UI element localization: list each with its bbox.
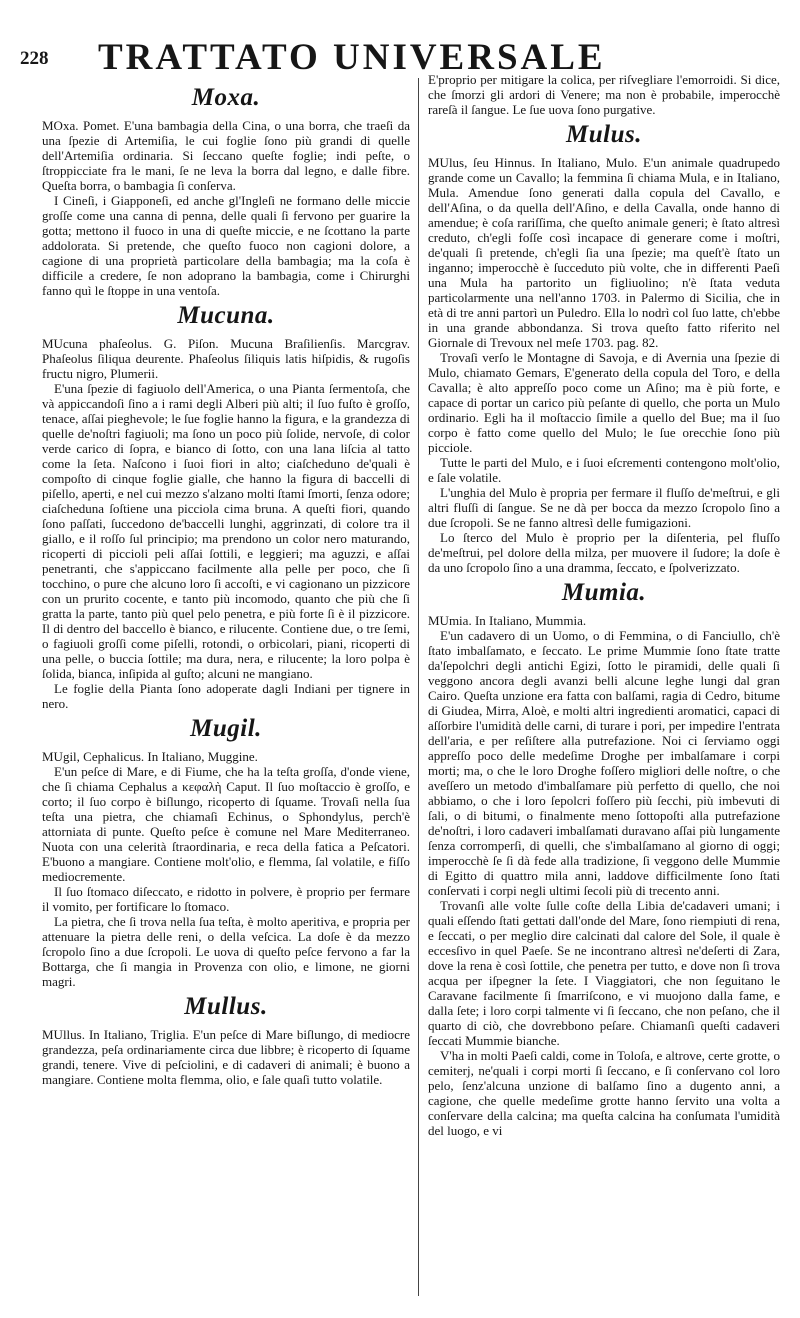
entry-paragraph: Trovanſi alle volte ſulle coſte della Libia de'cadaveri umani; i quali eſſendo ſtati gettati dall'onde del Mare, ſono riempiuti di rena, e ſeccati, o per meglio dire calcinati dal calore del Sole, il quale è eccesſivo in quel Paeſe. Se ne incontrano altresì ne'deſerti di Zara, dove la rena è così ſottile, che penetra per tutto, e dove non ſi trova acqua per iſpegner la ſete. I Viaggiatori, che non ſeguitano le Caravane facilmente ſi ſmarriſcono, e vi muojono dalla fame, e dalla ſete; i loro corpi talmente vi ſi ſeccano, che non peſano, che il quarto di ciò, che dovrebbono peſare. Chiamanſi queſti cadaveri ſeccati Mummie bianche. [428, 898, 780, 1048]
page-number: 228 [20, 48, 49, 69]
entry-paragraph: Il ſuo ſtomaco diſeccato, e ridotto in polvere, è proprio per fermare il vomito, per fortificare lo ſtomaco. [42, 884, 410, 914]
column-divider [418, 78, 419, 1296]
dictionary-entry [428, 121, 780, 575]
entry-paragraph: MUllus. In Italiano, Triglia. E'un peſce di Mare biſlungo, di mediocre grandezza, peſa ordinariamente circa due libbre; è ricoperto di ſquame grandi, tenere. Vive di peſciolini, e di cadaveri di animali; è buono a mangiare. Contiene molta flemma, olio, e ſale quaſi tutto volatile. [42, 1027, 410, 1087]
entry-paragraph: E'proprio per mitigare la colica, per riſvegliare l'emorroidi. Si dice, che ſmorzi gli ardori di Venere; ma non è probabile, imperocchè rareſà il ſangue. Le ſue uova ſono purgative. [428, 72, 780, 117]
entry-paragraph: E'una ſpezie di fagiuolo dell'America, o una Pianta ſermentoſa, che và appiccandoſi ſino a i rami degli Alberi più alti; il ſuo fuſto è groſſo, tenace, aſſai pieghevole; le ſue foglie hanno la figura, e la grandezza di quelle de'noſtri fagiuoli; ma ſono un poco più ſolide, nervoſe, di color verde carico di ſopra, e bianco di ſotto, con una lana liſcia al tatto come la ſeta. Naſcono i ſuoi fiori in alto; ciaſcheduno de'quali è compoſto di cinque foglie gialle, che hanno la figura di baccelli di piſello, aperti, e nel cui mezzo s'alzano molti ſtami ſmorti, ſenza odore; ciaſcheduna ſoſtiene una picciola cima bruna. A queſti fiori, quando ſono paſſati, ſuccedono de'baccelli lunghi, aggrinzati, di colore tra il giallo, e il roſſo ſul principio; ma prendono un color nero maturando, ricoperti di piccioli peli aſſai ſottili, e leggieri; ma aguzzi, e aſſai penetranti, che s'appiccano facilmente alla pelle per poco, che ſi tocchino, o pure che alcuno loro ſi accoſti, e vi cagionano un pizzicore con un prurito cocente, e tanto più incomodo, quanto che più che ſi gratta la parte, tanto più quel pelo penetra, e più forte ſi è il pizzicore. Il di dentro del baccello è bianco, e rilucente. Contiene due, o tre ſemi, o fagiuoli groſſi come piſelli, rotondi, o orbicolari, piani, ricoperti di una pelle, o buccia ſottile; ma dura, nera, e rilucente; la loro polpa è ſolida, bianca, inſipida al guſto; alcuni ne mangiano. [42, 381, 410, 681]
dictionary-entry [428, 579, 780, 1138]
entry-paragraph: E'un cadavero di un Uomo, o di Femmina, o di Fanciullo, ch'è ſtato imbalſamato, e ſeccato. Le prime Mummie ſono ſtate tratte da'ſepolchri degli antichi Egizi, ſotto le piramidi, delle quali ſi veggono ancora degli avanzi belli alcune leghe lungi dal gran Cairo. Queſta unzione era fatta con balſami, ragia di Cedro, bitume di Giudea, Mirra, Aloè, e molti altri ingredienti aromatici, capaci di aſſorbire l'umidità delle carni, di turare i pori, per impedire l'entrata dell'aria, e per reſiſtere alla putrefazione. Noi ci ſerviamo oggi appreſſo poco delle medeſime Droghe per imbalſamare i corpi morti; ma, o che le loro Droghe foſſero migliori delle noſtre, o che aveſſero un metodo d'imbalſamare più perfetto di quello, che noi abbiamo, o che i loro ſepolcri foſſero più ſecchi, più imbevuti di ſali, o di bitumi, o finalmente meno ſottopoſti alla putrefazione de'noſtri, i loro cadaveri imbalſamati duravano aſſai più lungamente ſenza corromperſi, di quelli, che s'imbalſamano al giorno di oggi; imperocchè ſe ſi dà fede alla tradizione, ſi veggono delle Mummie di Egitto di quattro mila anni, laddove difficilmente ſono ſtati conſervati i corpi negli ultimi ſecoli più di trecento anni. [428, 628, 780, 898]
entry-paragraph: MUmia. In Italiano, Mummia. [428, 613, 587, 628]
entry-paragraph: V'ha in molti Paeſi caldi, come in Toloſa, e altrove, certe grotte, o cemiterj, ne'quali i corpi morti ſi ſeccano, e ſi conſervano col loro pelo, ſenz'alcuna unzione di balſamo ſino a dugento anni, a cagione, che quelle medeſime grotte hanno ſervito una volta a conſervare della calcina; ma queſta calcina ha conſumata l'umidità del luogo, e vi [428, 1048, 780, 1138]
entry-paragraph: Tutte le parti del Mulo, e i ſuoi eſcrementi contengono molt'olio, e ſale volatile. [428, 455, 780, 485]
entry-paragraph: Lo ſterco del Mulo è proprio per la diſenteria, pel fluſſo de'meſtrui, pel dolore della milza, per muovere il ſudore; la doſe è da uno ſcropolo ſino a una dramma, ſeccato, e ſpolverizzato. [428, 530, 780, 575]
left-column [42, 80, 410, 1290]
entry-paragraph: E'un peſce di Mare, e di Fiume, che ha la teſta groſſa, d'onde viene, che ſi chiama Cephalus a κεφαλὴ Caput. Il ſuo moſtaccio è groſſo, e corto; il ſuo corpo è biſlungo, ricoperto di ſquame. Trovaſi nella ſua teſta una pietra, che chiamaſi Echinus, o Sphondylus, perch'è attorniata di punte. Queſto peſce è comune nel Mare Mediterraneo. Nuota con una celerità ſtraordinaria, e reca della fatica a Peſcatori. E'buono a mangiare. Contiene molt'olio, e flemma, ſal volatile, e fiſſo mediocremente. [42, 764, 410, 884]
entry-paragraph: MUcuna phaſeolus. G. Piſon. Mucuna Braſilienſis. Marcgrav. Phaſeolus ſiliqua deurente. Phaſeolus ſiliquis latis hiſpidis, & rugoſis fructu nigro, Plumerii. [42, 336, 410, 381]
dictionary-entry [42, 715, 410, 989]
dictionary-entry [428, 72, 780, 117]
entry-paragraph: MUgil, Cephalicus. In Italiano, Muggine. [42, 749, 258, 764]
entry-heading: Mumia. [561, 579, 647, 606]
entry-paragraph: Trovaſi verſo le Montagne di Savoja, e di Avernia una ſpezie di Mulo, chiamato Gemars, E'generato della copula del Toro, e della Cavalla; è alto appreſſo poco come un Aſino; ma è più forte, e capace di portar un carico più peſante di quello, che porta un Mulo ordinario. Egli ha il moſtaccio ſimile a quello del Bue; ma il ſuo corpo è fatto come quello del Mulo; le ſue orecchie ſono più picciole. [428, 350, 780, 455]
entry-heading: Moxa. [191, 84, 261, 111]
running-title: TRATTATO UNIVERSALE [98, 37, 606, 78]
entry-heading: Mulus. [566, 121, 642, 148]
entry-heading: Mugil. [190, 715, 262, 742]
entry-paragraph: I Cineſi, i Giapponeſi, ed anche gl'Ingleſi ne formano delle miccie groſſe come una canna di penna, delle quali ſi fervono per guarire la gotta; mettono il fuoco in una di queſte miccie, e ne ſcottano la parte addolorata. Si pretende, che queſto fuoco non cagioni dolore, a cagione di una proprietà particolare della bambagia; ma la coſa è difficile a credere, ſe non adoprano la bambagia, come i Chirurghi fanno quì le ſtoppe in una ventoſa. [42, 193, 410, 298]
entry-heading: Mullus. [184, 993, 268, 1020]
entry-paragraph: MUlus, ſeu Hinnus. In Italiano, Mulo. E'un animale quadrupedo grande come un Cavallo; la femmina ſi chiama Mula, e in Italiano, Mula. Amendue ſono generati dalla copula del Cavallo, e dell'Aſina, o da quella dell'Aſino, e della Cavalla, onde hanno di amendue; è coſa rariſſima, che queſto animale generi; è ſtato altresì creduto, ch'egli foſſe così incapace di generare come i moſtri, de'quali ſi pretende, ch'egli ſia una ſpezie; ma queſt'è ſtato un inganno; imperocchè è ſucceduto più volte, che in differenti Paeſi una Mula ha partorito un figliuolino; n'è ſtata veduta particolarmente una nell'anno 1703. in Palermo di Sicilia, che in età di tre anni partorì un Puledro. Ella lo nodrì col ſuo latte, ch'ebbe in una grande abbondanza. Si trova queſto fatto riferito nel Giornale di Trevoux nel meſe 1703. pag. 82. [428, 155, 780, 350]
dictionary-entry [42, 993, 410, 1087]
right-column [428, 72, 780, 1304]
dictionary-entry [42, 302, 410, 711]
entry-paragraph: Le foglie della Pianta ſono adoperate dagli Indiani per tignere in nero. [42, 681, 410, 711]
entry-heading: Mucuna. [177, 302, 275, 329]
entry-paragraph: MOxa. Pomet. E'una bambagia della Cina, o una borra, che traeſi da una ſpezie di Artemiſia, le cui foglie ſono più grandi di quelle dell'Artemiſia ordinaria. Si ſeccano queſte foglie; indi peſte, o ſtroppicciate fra le mani, ſe ne leva la borra dal legno, e dalle fibre. Queſta borra, o bambagia ſi conſerva. [42, 118, 410, 193]
entry-paragraph: La pietra, che ſi trova nella ſua teſta, è molto aperitiva, e propria per attenuare la pietra delle reni, o della veſcica. La doſe è da mezzo ſcropolo ſino a due ſcropoli. Le uova di queſto peſce fervono a far la Bottarga, che ſi mangia in Provenza con olio, e limone, ne giorni magri. [42, 914, 410, 989]
dictionary-entry [42, 84, 410, 298]
entry-paragraph: L'unghia del Mulo è propria per fermare il fluſſo de'meſtrui, e gli altri fluſſi di ſangue. Se ne dà per bocca da mezzo ſcropolo ſino a due ſcropoli. Se ne fanno altresì delle fumigazioni. [428, 485, 780, 530]
